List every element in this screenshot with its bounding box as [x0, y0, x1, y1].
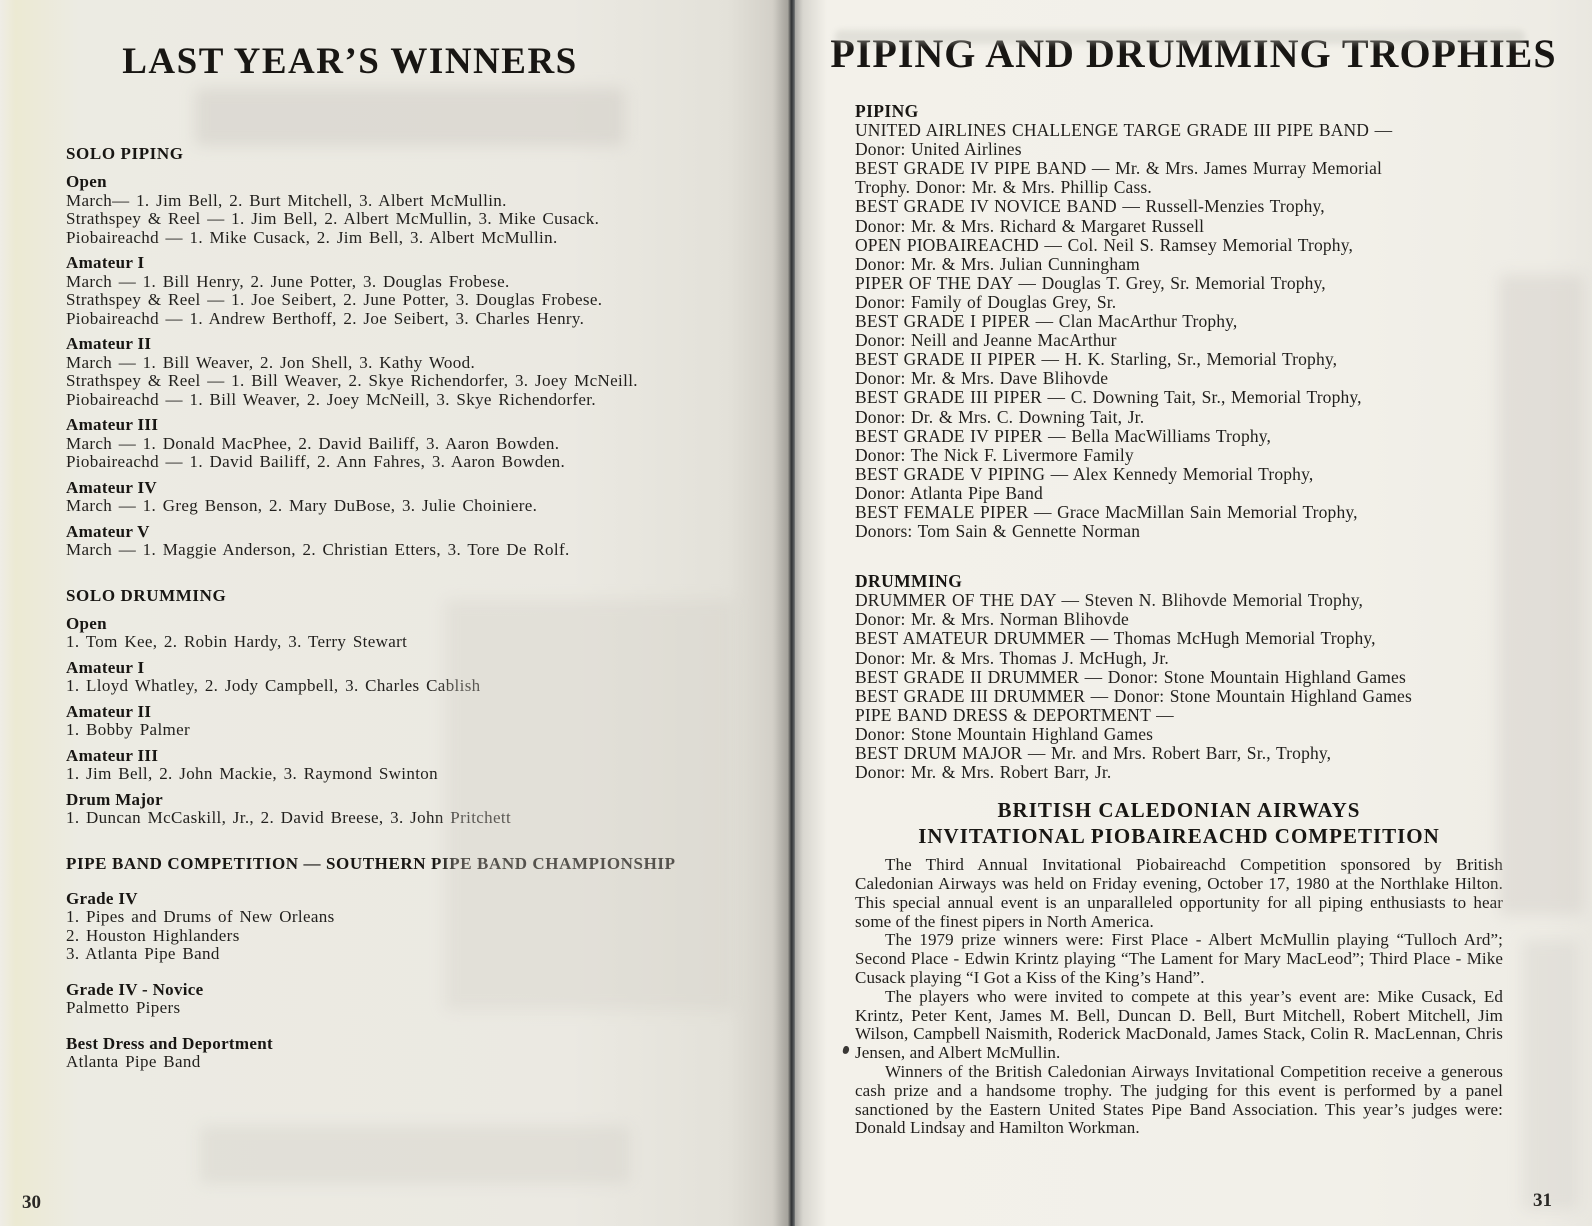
group-results [66, 677, 726, 696]
result-line: 2. Houston Highlanders [66, 925, 240, 945]
result-line: 1. Bobby Palmer [66, 720, 190, 739]
page-left [0, 0, 791, 1226]
trophy-lines [855, 591, 1503, 782]
trophy-sections [855, 102, 1503, 782]
article-paragraph: The players who were invited to compete at this year’s event are: Mike Cusack, Ed Krintz, Peter Kent, James M. Bell, Duncan D. Bell, Burt Mitchell, Robert Mitchell, Jim Wilson, Campbell Naismith, Roderick MacDonald, James Stack, Colin R. MacLennan, Chris Jensen, and Albert McMullin. [855, 986, 1503, 1063]
result-line: Piobaireachd — 1. David Bailiff, 2. Ann Fahres, 3. Aaron Bowden. [66, 452, 566, 471]
trophy-line: PIPE BAND DRESS & DEPORTMENT — [855, 704, 1174, 725]
event-group [66, 523, 726, 560]
trophy-line: Donors: Tom Sain & Gennette Norman [855, 521, 1141, 542]
winners-section [66, 854, 726, 1072]
group-results [66, 541, 726, 560]
event-group [66, 1035, 726, 1072]
page-title-piping-drumming-trophies: PIPING AND DRUMMING TROPHIES [830, 31, 1557, 76]
article-paragraphs [855, 856, 1503, 1138]
group-name: Drum Major [66, 789, 163, 809]
invitational-competition-article [855, 797, 1503, 1138]
group-name: Amateur I [66, 657, 145, 677]
result-line: Palmetto Pipers [66, 998, 181, 1017]
event-group [66, 981, 726, 1018]
result-line: March — 1. Bill Weaver, 2. Jon Shell, 3. Kathy Wood. [66, 352, 476, 372]
group-name: Amateur IV [66, 477, 157, 497]
group-results [66, 765, 726, 784]
group-results [66, 908, 726, 964]
section-groups [66, 173, 726, 560]
group-name: Amateur II [66, 334, 152, 353]
section-heading: SOLO PIPING [66, 144, 184, 163]
event-group [66, 747, 726, 784]
trophy-line: Donor: Stone Mountain Highland Games [855, 723, 1154, 744]
page-showthrough [1499, 275, 1584, 915]
trophy-line: BEST GRADE II PIPER — H. K. Starling, Sr., Memorial Trophy, [855, 349, 1338, 370]
group-results [66, 1053, 726, 1072]
trophy-line: BEST GRADE IV PIPER — Bella MacWilliams Trophy, [855, 425, 1272, 446]
trophy-line: BEST DRUM MAJOR — Mr. and Mrs. Robert Barr, Sr., Trophy, [855, 743, 1332, 763]
winners-list [66, 144, 726, 1072]
trophy-line: Donor: Mr. & Mrs. Thomas J. McHugh, Jr. [855, 647, 1169, 668]
group-name: Best Dress and Deportment [66, 1033, 273, 1053]
trophy-line: BEST GRADE II DRUMMER — Donor: Stone Mountain Highland Games [855, 666, 1406, 687]
result-line: 1. Tom Kee, 2. Robin Hardy, 3. Terry Stewart [66, 632, 408, 651]
trophy-line: BEST GRADE III PIPER — C. Downing Tait, Sr., Memorial Trophy, [855, 387, 1362, 408]
group-results [66, 497, 726, 516]
result-line: Piobaireachd — 1. Mike Cusack, 2. Jim Bell, 3. Albert McMullin. [66, 227, 558, 247]
section-groups [66, 615, 726, 828]
result-line: 3. Atlanta Pipe Band [66, 944, 220, 963]
result-line: March — 1. Greg Benson, 2. Mary DuBose, 3. Julie Choiniere. [66, 496, 538, 515]
trophy-line: Donor: Mr. & Mrs. Robert Barr, Jr. [855, 762, 1112, 783]
result-line: Strathspey & Reel — 1. Joe Seibert, 2. June Potter, 3. Douglas Frobese. [66, 290, 603, 309]
group-results [66, 809, 726, 828]
trophy-line: BEST GRADE III DRUMMER — Donor: Stone Mountain Highland Games [855, 685, 1412, 706]
page-number-left: 30 [22, 1192, 41, 1213]
trophy-line: Donor: Mr. & Mrs. Norman Blihovde [855, 609, 1129, 630]
trophy-line: Donor: Atlanta Pipe Band [855, 482, 1043, 503]
trophy-line: BEST GRADE IV NOVICE BAND — Russell-Menzies Trophy, [855, 196, 1325, 217]
section-heading: PIPE BAND COMPETITION — SOUTHERN PIPE BAND CHAMPIONSHIP [66, 853, 676, 873]
group-name: Grade IV - Novice [66, 979, 204, 999]
page-right [795, 0, 1592, 1226]
group-results [66, 273, 726, 329]
group-name: Amateur II [66, 701, 152, 721]
result-line: March— 1. Jim Bell, 2. Burt Mitchell, 3. Albert McMullin. [66, 190, 507, 210]
group-name: Amateur III [66, 745, 159, 765]
result-line: March — 1. Maggie Anderson, 2. Christian Etters, 3. Tore De Rolf. [66, 540, 570, 559]
trophy-line: BEST GRADE V PIPING — Alex Kennedy Memorial Trophy, [855, 463, 1314, 484]
event-group [66, 335, 726, 409]
group-results [66, 192, 726, 248]
event-group [66, 659, 726, 696]
trophy-line: Donor: The Nick F. Livermore Family [855, 444, 1134, 465]
result-line: Piobaireachd — 1. Andrew Berthoff, 2. Joe Seibert, 3. Charles Henry. [66, 308, 585, 328]
trophy-line: Donor: Dr. & Mrs. C. Downing Tait, Jr. [855, 406, 1145, 427]
trophy-line: UNITED AIRLINES CHALLENGE TARGE GRADE III PIPE BAND — [855, 120, 1393, 141]
section-groups [66, 890, 726, 1072]
event-group [66, 479, 726, 516]
event-group [66, 615, 726, 652]
result-line: March — 1. Bill Henry, 2. June Potter, 3. Douglas Frobese. [66, 271, 510, 291]
event-group [66, 890, 726, 964]
trophy-section-heading: DRUMMING [855, 571, 963, 592]
result-line: 1. Duncan McCaskill, Jr., 2. David Breese, 3. John Pritchett [66, 808, 512, 827]
trophy-section [855, 102, 1503, 541]
trophy-line: Trophy. Donor: Mr. & Mrs. Phillip Cass. [855, 177, 1152, 198]
result-line: 1. Jim Bell, 2. John Mackie, 3. Raymond Swinton [66, 764, 438, 783]
group-name: Amateur III [66, 415, 159, 434]
trophy-lines [855, 121, 1503, 541]
result-line: Strathspey & Reel — 1. Jim Bell, 2. Albert McMullin, 3. Mike Cusack. [66, 209, 600, 228]
result-line: Piobaireachd — 1. Bill Weaver, 2. Joey McNeill, 3. Skye Richendorfer. [66, 389, 596, 409]
page-showthrough [195, 88, 625, 146]
trophy-line: Donor: Neill and Jeanne MacArthur [855, 330, 1117, 351]
article-paragraph: The Third Annual Invitational Piobaireachd Competition sponsored by British Caledonian Airways was held on Friday evening, October 17, 1980 at the Northlake Hilton. This special annual event is an unparalleled opportunity for all piping enthusiasts to hear some of the finest pipers in North America. [855, 855, 1503, 931]
result-line: 1. Lloyd Whatley, 2. Jody Campbell, 3. Charles Cablish [66, 676, 481, 695]
trophies-content [855, 102, 1503, 1138]
result-line: March — 1. Donald MacPhee, 2. David Bailiff, 3. Aaron Bowden. [66, 433, 560, 453]
trophy-line: BEST AMATEUR DRUMMER — Thomas McHugh Memorial Trophy, [855, 628, 1376, 649]
group-results [66, 721, 726, 740]
event-group [66, 703, 726, 740]
page-showthrough [1523, 940, 1578, 1210]
group-results [66, 999, 726, 1018]
trophy-line: BEST GRADE I PIPER — Clan MacArthur Trophy, [855, 311, 1238, 332]
trophy-line: DRUMMER OF THE DAY — Steven N. Blihovde Memorial Trophy, [855, 590, 1364, 611]
page-title-last-years-winners: LAST YEAR’S WINNERS [122, 41, 578, 82]
result-line: 1. Pipes and Drums of New Orleans [66, 907, 335, 926]
trophy-line: BEST GRADE IV PIPE BAND — Mr. & Mrs. James Murray Memorial [855, 158, 1383, 179]
trophy-line: BEST FEMALE PIPER — Grace MacMillan Sain Memorial Trophy, [855, 501, 1358, 522]
page-showthrough [200, 1126, 630, 1184]
group-results [66, 354, 726, 410]
trophy-section-heading: PIPING [855, 101, 919, 121]
article-heading-line1: BRITISH CALEDONIAN AIRWAYS [997, 798, 1361, 823]
article-paragraph: The 1979 prize winners were: First Place - Albert McMullin playing “Tulloch Ard”; Second Place - Edwin Krintz playing “The Lament for Mary MacLeod”; Third Place - Mike Cusack playing “I Got a Kiss of the King’s Hand”. [855, 930, 1503, 987]
trophy-section [855, 572, 1503, 782]
group-name: Open [66, 613, 107, 633]
section-heading: SOLO DRUMMING [66, 585, 227, 605]
event-group [66, 416, 726, 472]
group-results [66, 435, 726, 472]
ink-blemish [842, 1045, 850, 1054]
trophy-line: Donor: Family of Douglas Grey, Sr. [855, 291, 1117, 312]
page-number-right: 31 [1533, 1190, 1552, 1211]
event-group [66, 173, 726, 247]
trophy-line: PIPER OF THE DAY — Douglas T. Grey, Sr. Memorial Trophy, [855, 272, 1326, 293]
trophy-line: Donor: Mr. & Mrs. Julian Cunningham [855, 253, 1140, 274]
article-paragraph: Winners of the British Caledonian Airways Invitational Competition receive a generous cash prize and a handsome trophy. The judging for this event is performed by a panel sanctioned by the Eastern United States Pipe Band Association. This year’s judges were: Donald Lindsay and Hamilton Workman. [855, 1061, 1503, 1138]
winners-section [66, 144, 726, 560]
group-name: Open [66, 172, 107, 191]
trophy-line: Donor: United Airlines [855, 139, 1022, 160]
group-results [66, 633, 726, 652]
event-group [66, 254, 726, 328]
event-group [66, 791, 726, 828]
trophy-line: Donor: Mr. & Mrs. Dave Blihovde [855, 368, 1109, 389]
result-line: Atlanta Pipe Band [66, 1052, 201, 1071]
winners-section [66, 586, 726, 828]
group-name: Amateur V [66, 521, 150, 541]
trophy-line: Donor: Mr. & Mrs. Richard & Margaret Russell [855, 215, 1205, 236]
article-heading-line2: INVITATIONAL PIOBAIREACHD COMPETITION [918, 824, 1440, 849]
group-name: Grade IV [66, 888, 138, 908]
result-line: Strathspey & Reel — 1. Bill Weaver, 2. Skye Richendorfer, 3. Joey McNeill. [66, 371, 638, 390]
group-name: Amateur I [66, 253, 145, 272]
trophy-line: OPEN PIOBAIREACHD — Col. Neil S. Ramsey Memorial Trophy, [855, 234, 1353, 255]
